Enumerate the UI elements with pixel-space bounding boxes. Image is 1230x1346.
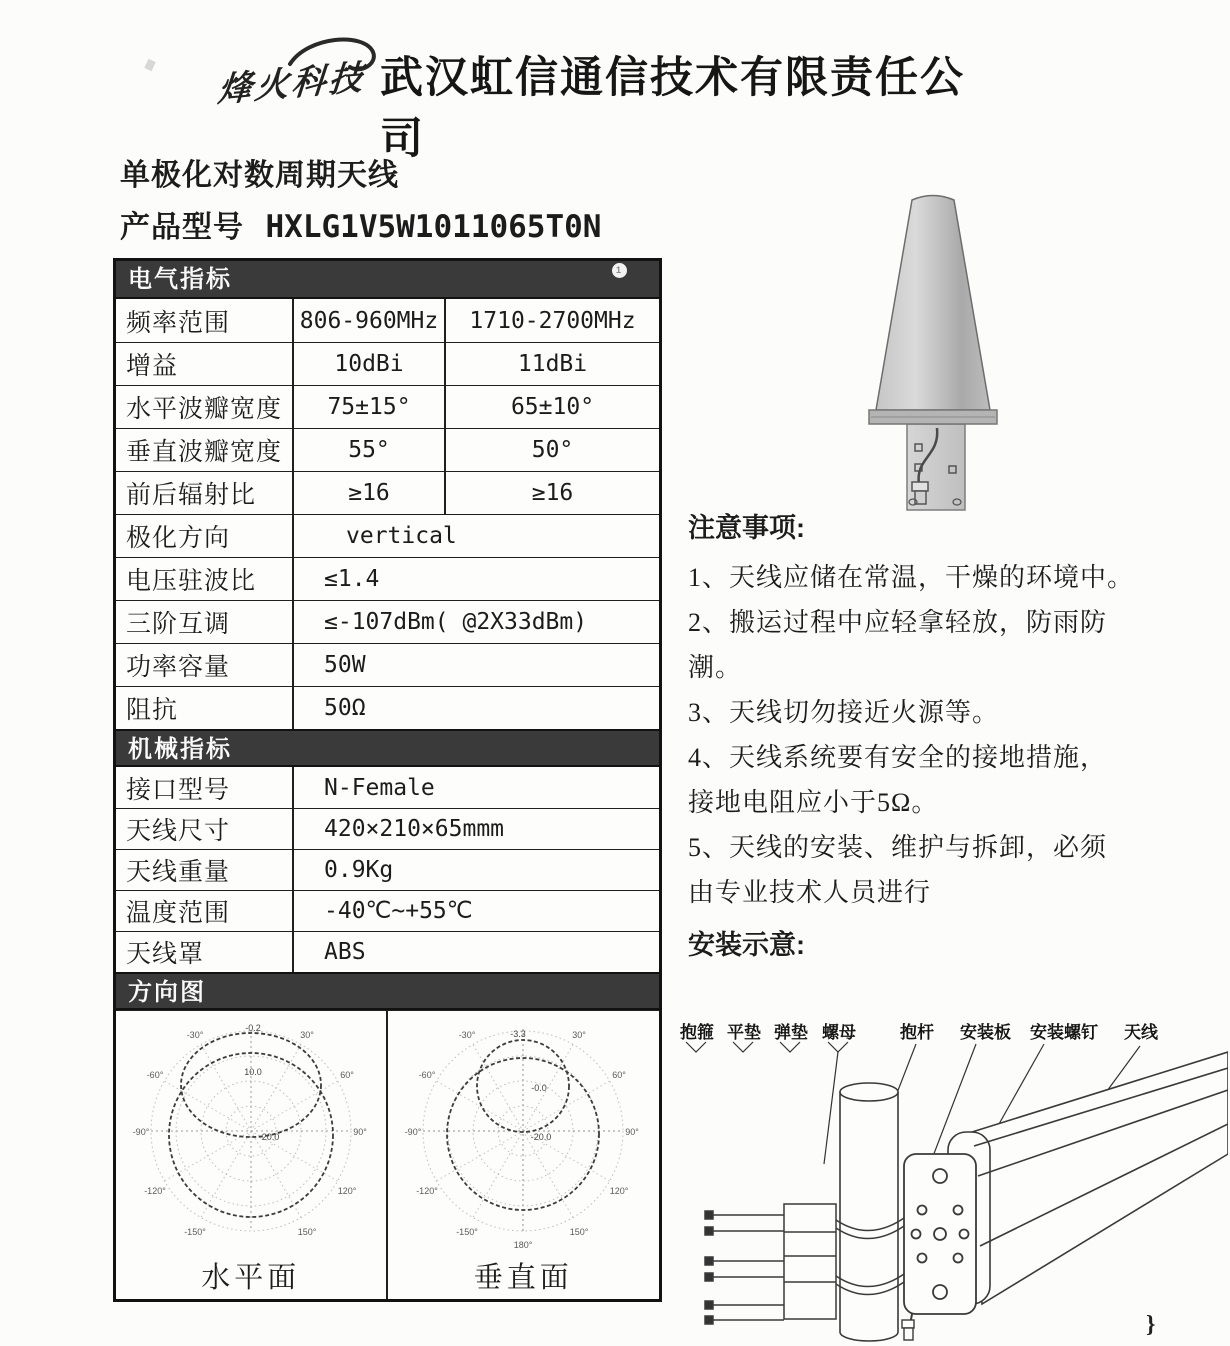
- section-header-mechanical: [116, 729, 659, 767]
- angle-tick: 120°: [337, 1186, 357, 1196]
- spec-table: [113, 258, 662, 1302]
- spec-row: [116, 471, 659, 514]
- angle-tick: -60°: [146, 1070, 164, 1080]
- spec-value-low-band: 806-960MHz: [294, 299, 446, 342]
- spec-label: 前后辐射比: [116, 472, 294, 514]
- spec-row: [116, 428, 659, 471]
- spec-row: [116, 643, 659, 686]
- ring-label: 10.0: [243, 1067, 262, 1077]
- spec-label: 天线尺寸: [116, 809, 294, 849]
- spec-value: N-Female: [324, 774, 435, 801]
- vertical-pattern-chart: [398, 1011, 648, 1259]
- spec-value-high-band: 50°: [531, 437, 574, 463]
- angle-tick: -30°: [458, 1030, 476, 1040]
- part-label-nut: 螺母: [822, 1023, 856, 1042]
- angle-tick: 30°: [572, 1030, 587, 1040]
- spec-value: vertical: [346, 523, 457, 549]
- part-label-mount-screw: 安装螺钉: [1030, 1023, 1098, 1042]
- angle-tick: 150°: [569, 1227, 589, 1237]
- product-title: 单极化对数周期天线: [120, 159, 399, 192]
- spec-row: [116, 557, 659, 600]
- spec-row: [116, 767, 659, 808]
- spec-value-high-band: 65±10°: [510, 394, 595, 420]
- spec-value-low-band: 55°: [294, 429, 446, 471]
- scan-artifact-corner: }: [1146, 1312, 1156, 1338]
- angle-tick: 120°: [609, 1186, 629, 1196]
- spec-value-high-band: 1710-2700MHz: [469, 307, 636, 334]
- angle-tick: -150°: [183, 1227, 206, 1237]
- spec-label: 天线重量: [116, 850, 294, 890]
- spec-value-high-band: 11dBi: [517, 351, 588, 377]
- spec-label: 功率容量: [116, 644, 294, 686]
- angle-tick: 30°: [299, 1030, 314, 1040]
- note-line: 由专业技术人员进行: [688, 878, 932, 907]
- horizontal-pattern-caption: 水平面: [201, 1262, 301, 1294]
- spec-row: [116, 808, 659, 849]
- angle-tick: -120°: [416, 1186, 439, 1196]
- spec-value: 50Ω: [324, 695, 366, 721]
- install-title: 安装示意:: [688, 930, 805, 960]
- spec-row: [116, 600, 659, 643]
- horizontal-pattern-chart: [126, 1011, 376, 1259]
- company-name: 武汉虹信通信技术有限责任公司: [380, 54, 965, 163]
- angle-tick: -30°: [186, 1030, 204, 1040]
- angle-tick: -90°: [404, 1127, 422, 1137]
- note-line: 潮。: [688, 653, 743, 682]
- angle-tick: 150°: [297, 1227, 317, 1237]
- product-model-line: [120, 202, 601, 246]
- note-line: 1、天线应储在常温，干燥的环境中。: [688, 563, 1135, 592]
- spec-value: 50W: [324, 652, 366, 678]
- angle-tick: 90°: [625, 1127, 640, 1137]
- spec-value: ABS: [324, 939, 366, 965]
- spec-label: 三阶互调: [116, 601, 294, 643]
- spec-value: -40℃~+55℃: [324, 898, 473, 924]
- note-line: 4、天线系统要有安全的接地措施，: [688, 743, 1108, 772]
- model-value: HXLG1V5W1011065T0N: [265, 209, 602, 245]
- spec-label: 温度范围: [116, 891, 294, 931]
- spec-value: 0.9Kg: [324, 857, 394, 883]
- part-label-mount-plate: 安装板: [960, 1023, 1011, 1042]
- ring-label: -0.0: [531, 1083, 548, 1093]
- scan-artifact-mark: [144, 59, 155, 71]
- ring-label: -20.0: [530, 1132, 552, 1142]
- part-label-spring-washer: 弹垫: [774, 1023, 808, 1042]
- ring-label: -20.0: [258, 1132, 280, 1142]
- spec-label: 电压驻波比: [116, 558, 294, 600]
- spec-row: [116, 686, 659, 729]
- model-label: 产品型号: [120, 211, 244, 244]
- note-line: 2、搬运过程中应轻拿轻放，防雨防: [688, 608, 1108, 637]
- spec-value: ≤1.4: [324, 566, 380, 592]
- section-header-label: 电气指标: [128, 266, 232, 293]
- section-header-patterns: [116, 972, 659, 1010]
- spec-row: [116, 299, 659, 342]
- spec-value: 420×210×65mmm: [324, 816, 505, 842]
- installation-diagram: [672, 1014, 1228, 1344]
- part-label-clamp: 抱箍: [680, 1023, 714, 1042]
- pattern-plots: [116, 1010, 659, 1299]
- note-line: 3、天线切勿接近火源等。: [688, 698, 1000, 727]
- logo-text: 烽火科技: [216, 57, 368, 111]
- angle-tick: -150°: [456, 1227, 479, 1237]
- spec-value-low-band: 10dBi: [294, 343, 446, 385]
- spec-value-low-band: ≥16: [294, 472, 446, 514]
- spec-value: ≤-107dBm( @2X33dBm): [324, 609, 588, 635]
- spec-value-high-band: ≥16: [531, 480, 574, 506]
- note-line: 接地电阻应小于5Ω。: [688, 788, 939, 817]
- spec-label: 极化方向: [116, 515, 294, 557]
- company-logo: [212, 30, 382, 125]
- antenna-product-image: [845, 188, 1025, 513]
- part-label-flat-washer: 平垫: [727, 1023, 761, 1042]
- notes-title: 注意事项:: [688, 513, 805, 543]
- note-line: 5、天线的安装、维护与拆卸，必须: [688, 833, 1108, 862]
- part-label-antenna: 天线: [1124, 1023, 1158, 1042]
- angle-tick: 60°: [612, 1070, 627, 1080]
- spec-row: [116, 385, 659, 428]
- spec-label: 增益: [116, 343, 294, 385]
- spec-value-low-band: 75±15°: [294, 386, 446, 428]
- horizontal-pattern-cell: [116, 1011, 388, 1299]
- ring-label: -3.3: [510, 1029, 527, 1039]
- spec-label: 水平波瓣宽度: [116, 386, 294, 428]
- spec-label: 垂直波瓣宽度: [116, 429, 294, 471]
- spec-row: [116, 342, 659, 385]
- spec-label: 阻抗: [116, 687, 294, 729]
- angle-tick: 60°: [339, 1070, 354, 1080]
- spec-row: [116, 514, 659, 557]
- angle-tick: 180°: [513, 1240, 533, 1250]
- spec-label: 接口型号: [116, 767, 294, 808]
- spec-row: [116, 849, 659, 890]
- angle-tick: 90°: [352, 1127, 367, 1137]
- angle-tick: -120°: [143, 1186, 166, 1196]
- scan-artifact-page-mark: 1: [612, 263, 627, 278]
- ring-label: -0.2: [244, 1023, 261, 1033]
- spec-label: 天线罩: [116, 932, 294, 972]
- angle-tick: -90°: [132, 1127, 150, 1137]
- spec-row: [116, 890, 659, 931]
- section-header-electrical: [116, 261, 659, 299]
- vertical-pattern-cell: [388, 1011, 660, 1299]
- angle-tick: -60°: [418, 1070, 436, 1080]
- spec-label: 频率范围: [116, 299, 294, 342]
- notes-section: [688, 506, 1228, 962]
- vertical-pattern-caption: 垂直面: [473, 1262, 573, 1294]
- spec-row: [116, 931, 659, 972]
- part-label-pole: 抱杆: [900, 1023, 934, 1042]
- section-header-label: 机械指标: [128, 736, 232, 763]
- section-header-label: 方向图: [128, 979, 206, 1006]
